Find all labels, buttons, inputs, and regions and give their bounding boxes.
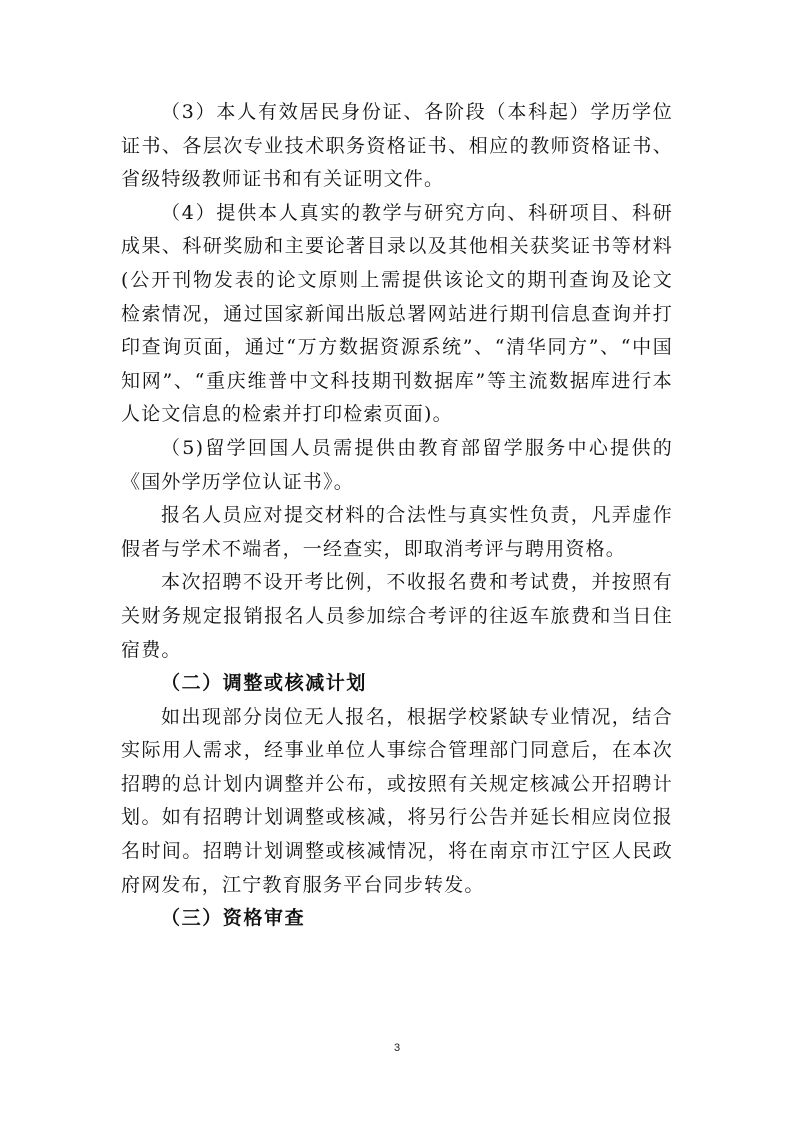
page-number: 3 — [393, 1042, 401, 1054]
paragraph-item-5: （5)留学回国人员需提供由教育部留学服务中心提供的《国外学历学位认证书》。 — [121, 436, 673, 493]
paragraph-integrity-notice: 报名人员应对提交材料的合法性与真实性负责，凡弄虚作假者与学术不端者，一经查实，即取消考评与聘用资格。 — [121, 504, 673, 560]
paragraph-fee-notice: 本次招聘不设开考比例，不收报名费和考试费，并按照有关财务规定报销报名人员参加综合考评的往返车旅费和当日住宿费。 — [121, 571, 673, 661]
document-body — [121, 96, 673, 936]
paragraph-item-3: （3）本人有效居民身份证、各阶段（本科起）学历学位证书、各层次专业技术职务资格证书、相应的教师资格证书、省级特级教师证书和有关证明文件。 — [121, 101, 673, 191]
section-heading-adjust-plan: （二）调整或核减计划 — [161, 672, 368, 695]
paragraph-adjust-plan: 如出现部分岗位无人报名，根据学校紧缺专业情况，结合实际用人需求，经事业单位人事综合管理部门同意后，在本次招聘的总计划内调整并公布，或按照有关规定核减公开招聘计划。如有招聘计划调整或核减，将另行公告并延长相应岗位报名时间。招聘计划调整或核减情况，将在南京市江宁区人民政府网发布，江宁教育服务平台同步转发。 — [121, 705, 673, 896]
section-heading-qualification-review: （三）资格审查 — [161, 907, 306, 930]
paragraph-item-4: （4）提供本人真实的教学与研究方向、科研项目、科研成果、科研奖励和主要论著目录以及其他相关获奖证书等材料(公开刊物发表的论文原则上需提供该论文的期刊查询及论文检索情况，通过国家新闻出版总署网站进行期刊信息查询并打印查询页面，通过“万方数据资源系统”、“清华同方”、“中国知网”、“重庆维普中文科技期刊数据库”等主流数据库进行本人论文信息的检索并打印检索页面)。 — [121, 201, 673, 426]
